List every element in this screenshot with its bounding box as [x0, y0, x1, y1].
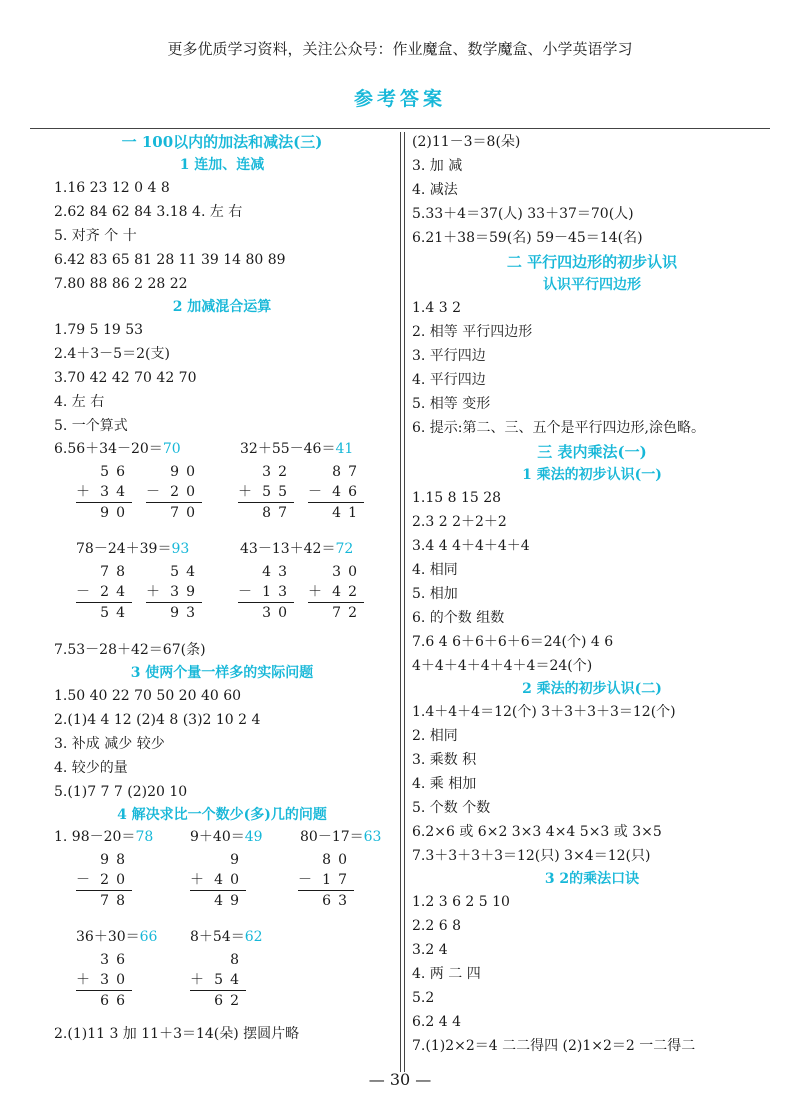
answer-line: 5. 一个算式 — [54, 418, 128, 434]
answer-line: 3.2 4 — [412, 942, 448, 958]
equation-answer: 72 — [335, 541, 354, 557]
section-heading-1-3: 3 使两个量一样多的实际问题 — [130, 665, 314, 681]
answer-line: 3. 补成 减少 较少 — [54, 736, 165, 752]
answer-line: 3. 平行四边 — [412, 348, 486, 364]
answer-line: 4. 较少的量 — [54, 760, 128, 776]
answer-line: 4＋4＋4＋4＋4＋4＝24(个) — [412, 658, 593, 674]
answer-line: 5. 个数 个数 — [412, 800, 491, 816]
answer-line: 1.16 23 12 0 4 8 — [54, 180, 170, 196]
vertical-calculation: 43 － 13 30 — [238, 564, 294, 621]
answer-line: 6.42 83 65 81 28 11 39 14 80 89 — [54, 252, 286, 268]
equation: 43－13＋42＝72 — [240, 541, 354, 557]
answer-line: 4. 两 二 四 — [412, 966, 481, 982]
answer-line: 1.4 3 2 — [412, 300, 461, 316]
equation: 36＋30＝66 — [76, 929, 158, 945]
equation-answer: 41 — [335, 441, 354, 457]
answer-line: 7.3＋3＋3＋3＝12(只) 3×4＝12(只) — [412, 848, 651, 864]
equation: 8＋54＝62 — [190, 929, 263, 945]
column-divider — [400, 132, 405, 1072]
answer-line: 5. 相等 变形 — [412, 396, 491, 412]
answer-line: 7.53－28＋42＝67(条) — [54, 642, 206, 658]
vertical-calc-block — [54, 438, 390, 538]
section-heading-3-1: 1 乘法的初步认识(一) — [522, 467, 662, 483]
vertical-calc-block — [54, 538, 390, 638]
vertical-calculation: 78 － 24 54 — [76, 564, 132, 621]
answer-line: 4. 左 右 — [54, 394, 105, 410]
right-column — [412, 130, 772, 1058]
answer-line: 4. 平行四边 — [412, 372, 486, 388]
answer-line: 1.50 40 22 70 50 20 40 60 — [54, 688, 242, 704]
page-title: 参考答案 — [353, 88, 446, 110]
answer-line: 1.79 5 19 53 — [54, 322, 144, 338]
answer-line: 2.(1)11 3 加 11＋3＝14(朵) 摆圆片略 — [54, 1026, 300, 1042]
answer-line: 6.2 4 4 — [412, 1014, 461, 1030]
equation-answer: 93 — [171, 541, 190, 557]
equation-answer: 66 — [139, 929, 158, 945]
equation: 32＋55－46＝41 — [240, 441, 354, 457]
answer-line: 5.(1)7 7 7 (2)20 10 — [54, 784, 188, 800]
equation: 78－24＋39＝93 — [76, 541, 190, 557]
vertical-calculation: 54 ＋ 39 93 — [146, 564, 202, 621]
vertical-calculation: 98 － 20 78 — [76, 852, 132, 909]
left-column — [54, 130, 390, 1046]
equation: 6.56＋34－20＝70 — [54, 441, 181, 457]
vertical-calc-block — [54, 926, 390, 1022]
section-heading-3-3: 3 2的乘法口诀 — [544, 871, 640, 887]
vertical-calculation: 90 － 20 70 — [146, 464, 202, 521]
chapter-heading-1: 一 100以内的加法和减法(三) — [121, 133, 323, 151]
promo-banner: 更多优质学习资料，关注公众号：作业魔盒、数学魔盒、小学英语学习 — [167, 40, 633, 58]
answer-line: 4. 减法 — [412, 182, 458, 198]
answer-line: 2.3 2 2＋2＋2 — [412, 514, 507, 530]
equation: 1. 98－20＝78 — [54, 829, 154, 845]
answer-line: 7.6 4 6＋6＋6＋6＝24(个) 4 6 — [412, 634, 614, 650]
header-rule — [30, 128, 770, 129]
vertical-calculation: 8 ＋ 54 62 — [190, 952, 246, 1009]
equation-answer: 63 — [363, 829, 382, 845]
answer-line: 1.2 3 6 2 5 10 — [412, 894, 510, 910]
vertical-calc-block — [54, 826, 390, 926]
section-heading-1-4: 4 解决求比一个数少(多)几的问题 — [117, 807, 327, 823]
vertical-calculation: 30 ＋ 42 72 — [308, 564, 364, 621]
answer-line: 5. 对齐 个 十 — [54, 228, 137, 244]
vertical-calculation: 36 ＋ 30 66 — [76, 952, 132, 1009]
answer-line: 3. 乘数 积 — [412, 752, 477, 768]
answer-line: 4. 乘 相加 — [412, 776, 477, 792]
equation: 9＋40＝49 — [190, 829, 263, 845]
answer-line: 4. 相同 — [412, 562, 458, 578]
vertical-calculation: 56 ＋ 34 90 — [76, 464, 132, 521]
answer-line: 5.2 — [412, 990, 435, 1006]
answer-line: 6.21＋38＝59(名) 59－45＝14(名) — [412, 230, 643, 246]
answer-line: 5. 相加 — [412, 586, 458, 602]
equation: 80－17＝63 — [300, 829, 382, 845]
answer-line: 2. 相等 平行四边形 — [412, 324, 533, 340]
answer-line: 6. 提示:第二、三、五个是平行四边形,涂色略。 — [412, 420, 705, 436]
equation-answer: 49 — [244, 829, 263, 845]
equation-answer: 62 — [244, 929, 263, 945]
chapter-heading-3: 三 表内乘法(一) — [537, 443, 647, 461]
answer-line: 6.2×6 或 6×2 3×3 4×4 5×3 或 3×5 — [412, 824, 662, 840]
answer-line: 3.70 42 42 70 42 70 — [54, 370, 197, 386]
answer-line: 3.4 4 4＋4＋4＋4 — [412, 538, 530, 554]
answer-line: 5.33＋4＝37(人) 33＋37＝70(人) — [412, 206, 634, 222]
answer-line: 7.(1)2×2＝4 二二得四 (2)1×2＝2 一二得二 — [412, 1038, 696, 1054]
answer-line: 6. 的个数 组数 — [412, 610, 505, 626]
vertical-calculation: 87 － 46 41 — [308, 464, 364, 521]
section-heading-2-1: 认识平行四边形 — [543, 277, 641, 293]
answer-line: 2. 相同 — [412, 728, 458, 744]
section-heading-1-2: 2 加减混合运算 — [172, 299, 272, 315]
answer-line: 7.80 88 86 2 28 22 — [54, 276, 188, 292]
page-number: — 30 — — [368, 1070, 432, 1089]
answer-line: 1.15 8 15 28 — [412, 490, 502, 506]
answer-line: 2.4＋3－5＝2(支) — [54, 346, 170, 362]
section-heading-1-1: 1 连加、连减 — [179, 157, 265, 173]
equation-answer: 70 — [162, 441, 181, 457]
answer-line: (2)11－3＝8(朵) — [412, 134, 521, 150]
answer-line: 2.(1)4 4 12 (2)4 8 (3)2 10 2 4 — [54, 712, 261, 728]
answer-line: 2.2 6 8 — [412, 918, 461, 934]
section-heading-3-2: 2 乘法的初步认识(二) — [522, 681, 662, 697]
vertical-calculation: 32 ＋ 55 87 — [238, 464, 294, 521]
answer-line: 1.4＋4＋4＝12(个) 3＋3＋3＋3＝12(个) — [412, 704, 676, 720]
answer-line: 3. 加 减 — [412, 158, 463, 174]
equation-answer: 78 — [135, 829, 154, 845]
answer-line: 2.62 84 62 84 3.18 4. 左 右 — [54, 204, 243, 220]
vertical-calculation: 9 ＋ 40 49 — [190, 852, 246, 909]
vertical-calculation: 80 － 17 63 — [298, 852, 354, 909]
chapter-heading-2: 二 平行四边形的初步认识 — [506, 253, 678, 271]
